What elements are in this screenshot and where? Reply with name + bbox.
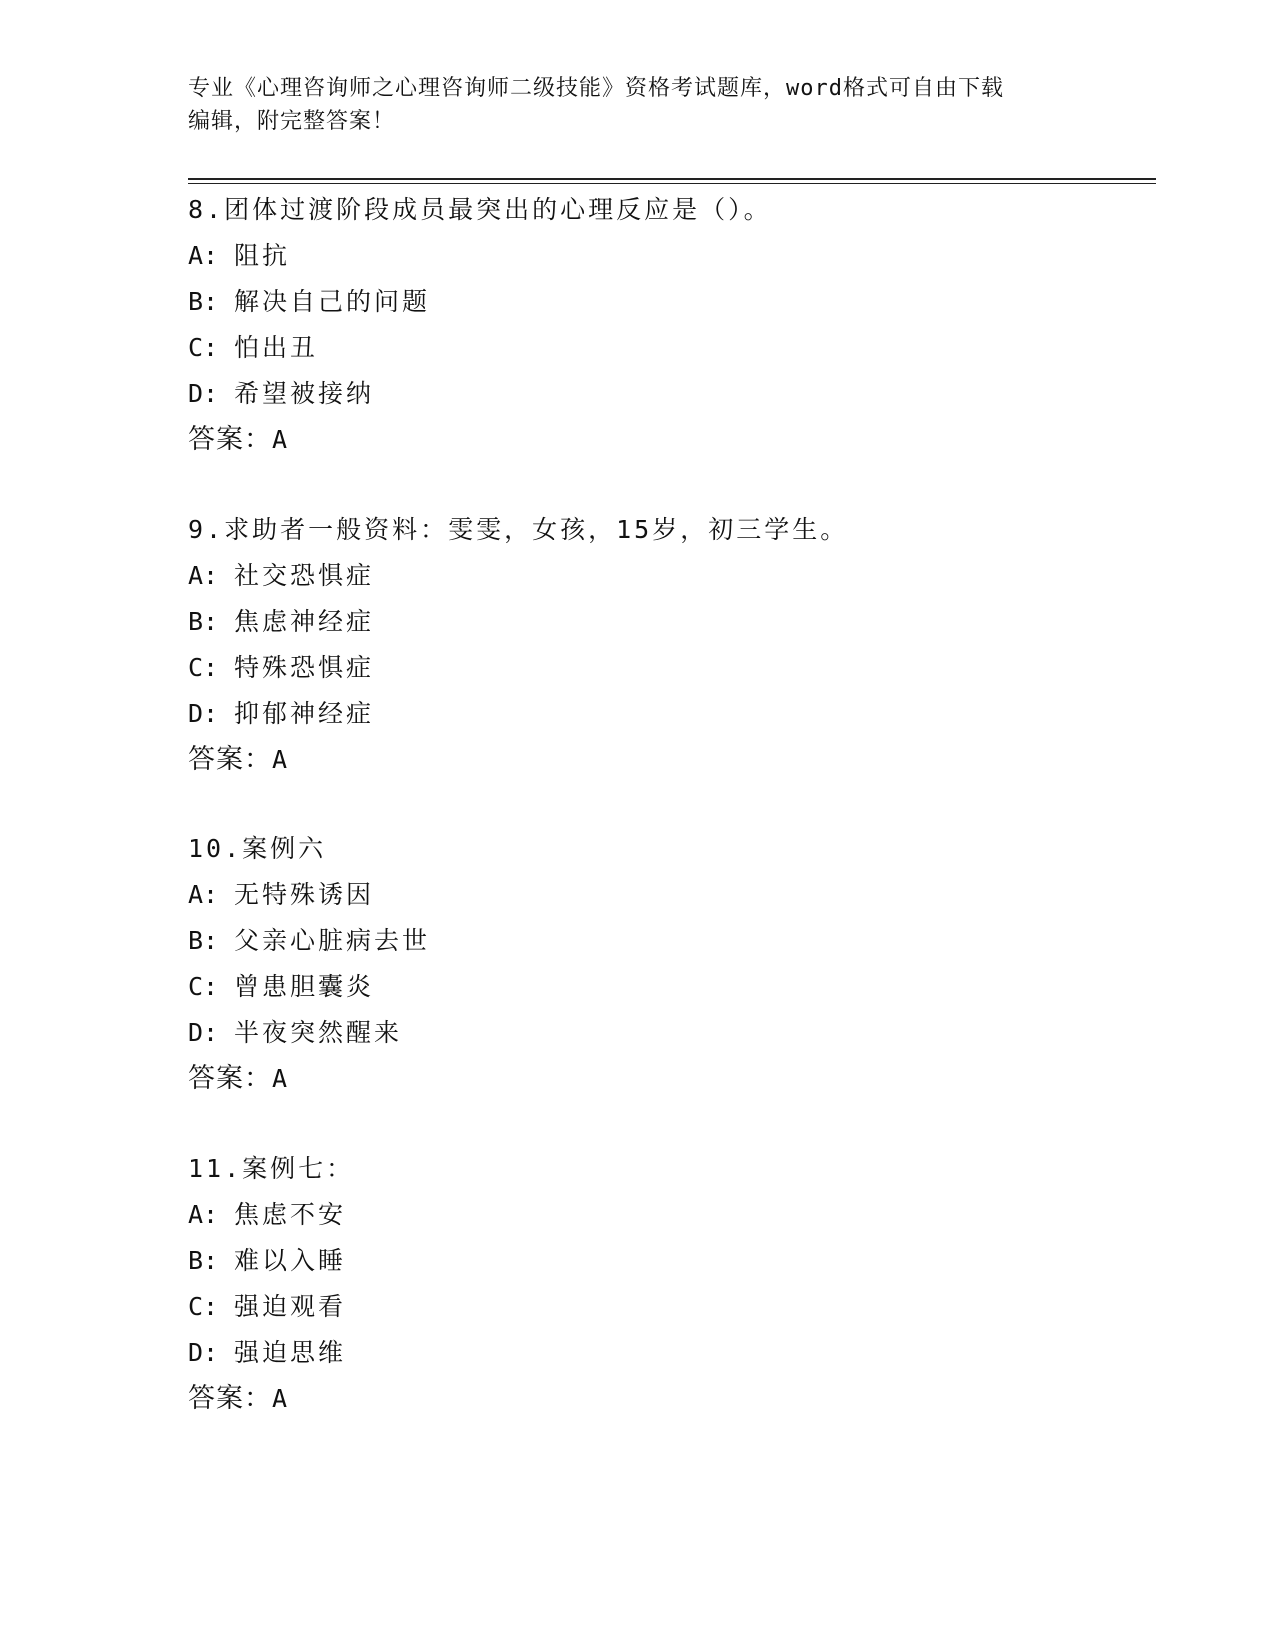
option-letter: B: [188,926,219,955]
option-b [188,599,1128,645]
question-11 [188,1146,1128,1422]
option-c [188,645,1128,691]
option-a [188,872,1128,918]
answer-label: 答案： [188,424,272,455]
answer-line [188,1376,1128,1422]
option-text: 无特殊诱因 [234,880,375,909]
option-text: 怕出丑 [234,333,319,362]
option-letter: A: [188,1200,219,1229]
option-b [188,1238,1128,1284]
answer-label: 答案： [188,1063,272,1094]
option-c [188,1284,1128,1330]
header-divider-thin [188,183,1156,184]
option-text: 特殊恐惧症 [234,653,375,682]
option-letter: B: [188,287,219,316]
option-text: 希望被接纳 [234,379,375,408]
header-divider-thick [188,178,1156,180]
option-letter: D: [188,1338,219,1367]
answer-value: A [272,745,289,774]
option-d [188,1330,1128,1376]
answer-value: A [272,1064,289,1093]
question-9 [188,507,1128,783]
option-b [188,279,1128,325]
option-letter: B: [188,1246,219,1275]
answer-value: A [272,425,289,454]
question-title: 8.团体过渡阶段成员最突出的心理反应是（）。 [188,195,772,224]
option-text: 半夜突然醒来 [234,1018,403,1047]
question-title: 10.案例六 [188,834,327,863]
option-letter: C: [188,653,219,682]
document-header [188,72,1088,138]
option-letter: A: [188,880,219,909]
option-letter: A: [188,241,219,270]
answer-line [188,737,1128,783]
question-title: 9.求助者一般资料：雯雯，女孩，15岁，初三学生。 [188,515,849,544]
option-a [188,1192,1128,1238]
answer-value: A [272,1384,289,1413]
option-text: 焦虑神经症 [234,607,375,636]
option-letter: D: [188,1018,219,1047]
option-text: 父亲心脏病去世 [234,926,431,955]
option-d [188,1010,1128,1056]
option-a [188,553,1128,599]
option-letter: C: [188,1292,219,1321]
option-a [188,233,1128,279]
option-text: 社交恐惧症 [234,561,375,590]
option-letter: B: [188,607,219,636]
option-text: 阻抗 [234,241,291,270]
option-c [188,325,1128,371]
option-letter: C: [188,333,219,362]
answer-line [188,417,1128,463]
option-text: 曾患胆囊炎 [234,972,375,1001]
header-line-1: 专业《心理咨询师之心理咨询师二级技能》资格考试题库，word格式可自由下载 [188,76,1004,101]
option-text: 强迫思维 [234,1338,347,1367]
option-text: 难以入睡 [234,1246,347,1275]
header-line-2: 编辑，附完整答案！ [188,109,396,134]
option-d [188,371,1128,417]
question-10 [188,826,1128,1102]
question-8 [188,187,1128,463]
question-title: 11.案例七： [188,1154,355,1183]
option-letter: A: [188,561,219,590]
option-text: 强迫观看 [234,1292,347,1321]
option-letter: D: [188,379,219,408]
option-d [188,691,1128,737]
option-letter: C: [188,972,219,1001]
option-letter: D: [188,699,219,728]
option-text: 解决自己的问题 [234,287,431,316]
option-text: 抑郁神经症 [234,699,375,728]
answer-line [188,1056,1128,1102]
option-text: 焦虑不安 [234,1200,347,1229]
answer-label: 答案： [188,1383,272,1414]
answer-label: 答案： [188,744,272,775]
option-c [188,964,1128,1010]
option-b [188,918,1128,964]
